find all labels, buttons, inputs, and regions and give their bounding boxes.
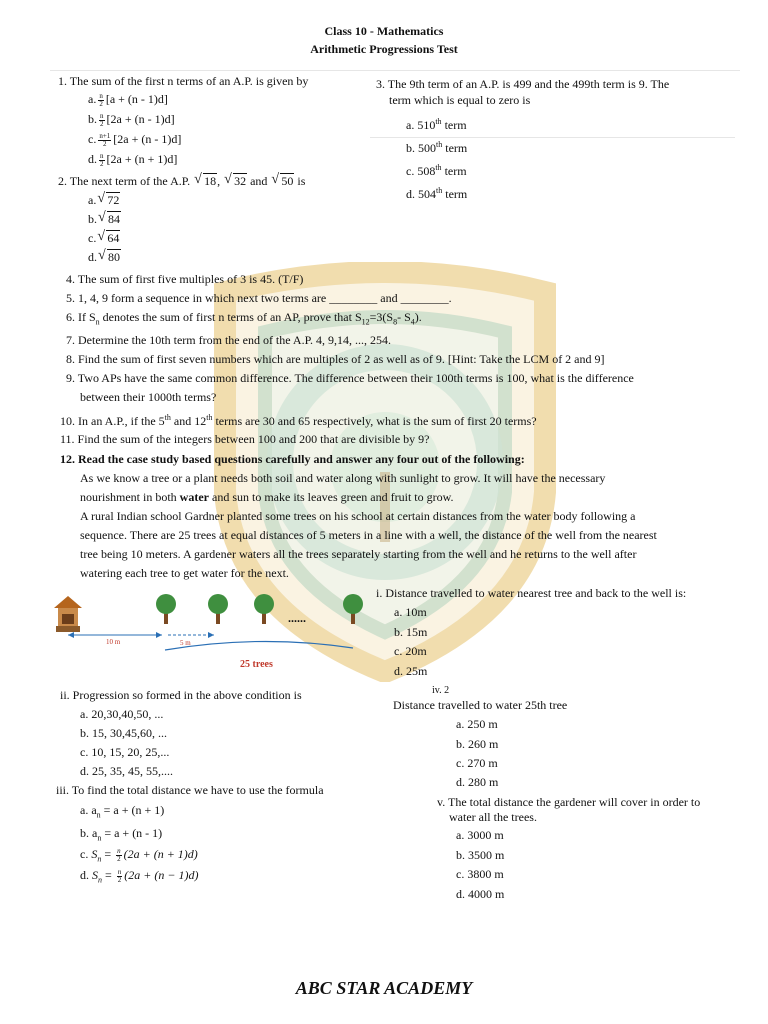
q2-option-d: d.√ 80 bbox=[88, 250, 121, 265]
sub-iv-label: iv. 2 bbox=[432, 685, 450, 696]
sub-i-option-a: a. 10m bbox=[394, 605, 427, 619]
sub-iii-option-d: d. $S_n$ = $\frac{n}{2}$ (2a + (n − 1)d) bbox=[80, 867, 199, 885]
tree-icon bbox=[343, 594, 363, 624]
sub-i-option-b: b. 15m bbox=[394, 625, 428, 639]
q3-option-d: d. 504th term bbox=[406, 186, 468, 201]
sub-ii-option-a: a. 20,30,40,50, ... bbox=[80, 707, 164, 721]
header-divider bbox=[50, 70, 740, 71]
sub-ii-option-b: b. 15, 30,45,60, ... bbox=[80, 726, 167, 740]
class-title: Class 10 - Mathematics bbox=[324, 24, 444, 38]
q3-stem-line1: 3. The 9th term of an A.P. is 499 and the 499th term is 9. The bbox=[376, 77, 670, 91]
q12-para1-line1: As we know a tree or a plant needs both soil and water along with sunlight to grow. It will have the necessary bbox=[80, 471, 606, 485]
sub-iii-stem: iii. To find the total distance we have to use the formula bbox=[56, 783, 324, 797]
sub-iv-stem: Distance travelled to water 25th tree bbox=[393, 698, 568, 712]
q1-option-c: c. $\frac{n+1}{2}$ [2a + (n - 1)d] bbox=[88, 131, 182, 148]
test-title: Arithmetic Progressions Test bbox=[310, 42, 458, 56]
sub-iv-option-d: d. 280 m bbox=[456, 775, 499, 789]
sub-v-option-d: d. 4000 m bbox=[456, 887, 505, 901]
sub-v-stem-line2: water all the trees. bbox=[449, 810, 537, 824]
sub-iv-option-c: c. 270 m bbox=[456, 756, 498, 770]
well-icon bbox=[54, 596, 82, 632]
q4: 4. The sum of first five multiples of 3 is 45. (T/F) bbox=[66, 272, 304, 286]
sub-ii-option-c: c. 10, 15, 20, 25,... bbox=[80, 745, 170, 759]
q12-para2-line4: watering each tree to get water for the next. bbox=[80, 566, 289, 580]
q9-line1: 9. Two APs have the same common difference. The difference between their 100th terms is 100, what is the difference bbox=[66, 371, 634, 385]
q12-para2-line3: tree being 10 meters. A gardener waters all the trees separately starting from the well and he returns to the well after bbox=[80, 547, 637, 561]
q8: 8. Find the sum of first seven numbers which are multiples of 2 as well as of 9. [Hint: Take the LCM of 2 and 9] bbox=[66, 352, 605, 366]
q12-para2-line2: sequence. There are 25 trees at equal distances of 5 meters in a line with a well, the distance of the well from the nearest bbox=[80, 528, 657, 542]
sub-iv-option-a: a. 250 m bbox=[456, 717, 498, 731]
q7: 7. Determine the 10th term from the end of the A.P. 4, 9,14, ..., 254. bbox=[66, 333, 391, 347]
footer-academy-name: ABC STAR ACADEMY bbox=[295, 978, 473, 998]
q12-para1-line2: nourishment in both water and sun to make its leaves green and fruit to grow. bbox=[80, 490, 454, 504]
q2-option-a: a.√ 72 bbox=[88, 193, 120, 208]
figure-label-10m: 10 m bbox=[106, 638, 121, 646]
tree-icon bbox=[208, 594, 228, 624]
tree-icon bbox=[254, 594, 274, 624]
sub-v-option-a: a. 3000 m bbox=[456, 828, 504, 842]
q1-option-d: d. $\frac{n}{2}$ [2a + (n + 1)d] bbox=[88, 151, 178, 168]
q1-stem: 1. The sum of the first n terms of an A.P. is given by bbox=[58, 74, 309, 88]
q12-stem: 12. Read the case study based questions carefully and answer any four out of the following: bbox=[60, 452, 525, 466]
q1-option-a: a. $\frac{n}{2}$ [a + (n - 1)d] bbox=[88, 91, 168, 108]
q6: 6. If $S_n$ denotes the sum of first n terms of an AP, prove that $S_{12}=3(S_8-$ $S_4$). bbox=[66, 310, 422, 327]
q11: 11. Find the sum of the integers between 100 and 200 that are divisible by 9? bbox=[60, 432, 430, 446]
sub-iii-option-c: c. $S_n$ = $\frac{n}{2}$ (2a + (n + 1)d) bbox=[80, 846, 198, 864]
q10: 10. In an A.P., if the 5th and 12th terms are 30 and 65 respectively, what is the sum of first 20 terms? bbox=[60, 413, 537, 428]
sub-ii-stem: ii. Progression so formed in the above condition is bbox=[60, 688, 302, 702]
sub-v-stem-line1: v. The total distance the gardener will cover in order to bbox=[437, 795, 701, 809]
q2-option-b: b.√ 84 bbox=[88, 212, 121, 227]
q9-line2: between their 1000th terms? bbox=[80, 390, 217, 404]
figure-label-trees: 25 trees bbox=[240, 659, 273, 670]
sub-v-option-b: b. 3500 m bbox=[456, 848, 505, 862]
q2-option-c: c.√ 64 bbox=[88, 231, 120, 246]
sub-ii-option-d: d. 25, 35, 45, 55,.... bbox=[80, 764, 173, 778]
sub-v-option-c: c. 3800 m bbox=[456, 867, 504, 881]
q2-stem: 2. The next term of the A.P. √ 18, √ 32 and √ 50 is bbox=[58, 174, 305, 189]
sub-iv-option-b: b. 260 m bbox=[456, 737, 499, 751]
sub-iii-option-b: b. $a_n = a + (n - 1)$ bbox=[80, 826, 163, 843]
sub-i-option-d: d. 25m bbox=[394, 664, 428, 678]
q1-option-b: b. $\frac{n}{2}$ [2a + (n - 1)d] bbox=[88, 111, 175, 128]
well-trees-figure bbox=[50, 590, 370, 680]
q3-option-b: b. 500th term bbox=[406, 140, 468, 155]
tree-icon bbox=[156, 594, 176, 624]
q3-option-a: a. 510th term bbox=[406, 117, 467, 132]
q3-divider bbox=[370, 137, 735, 138]
sub-i-stem: i. Distance travelled to water nearest tree and back to the well is: bbox=[376, 586, 687, 600]
sub-i-option-c: c. 20m bbox=[394, 644, 427, 658]
q5: 5. 1, 4, 9 form a sequence in which next two terms are ________ and ________. bbox=[66, 291, 452, 305]
q3-stem-line2: term which is equal to zero is bbox=[389, 93, 531, 107]
figure-label-5m: 5 m bbox=[180, 639, 191, 647]
sub-iii-option-a: a. $a_n = a + (n + 1)$ bbox=[80, 803, 165, 820]
figure-dots: ...... bbox=[288, 611, 306, 625]
q12-para2-line1: A rural Indian school Gardner planted some trees on his school at certain distances from the water body following a bbox=[80, 509, 636, 523]
q3-option-c: c. 508th term bbox=[406, 163, 467, 178]
